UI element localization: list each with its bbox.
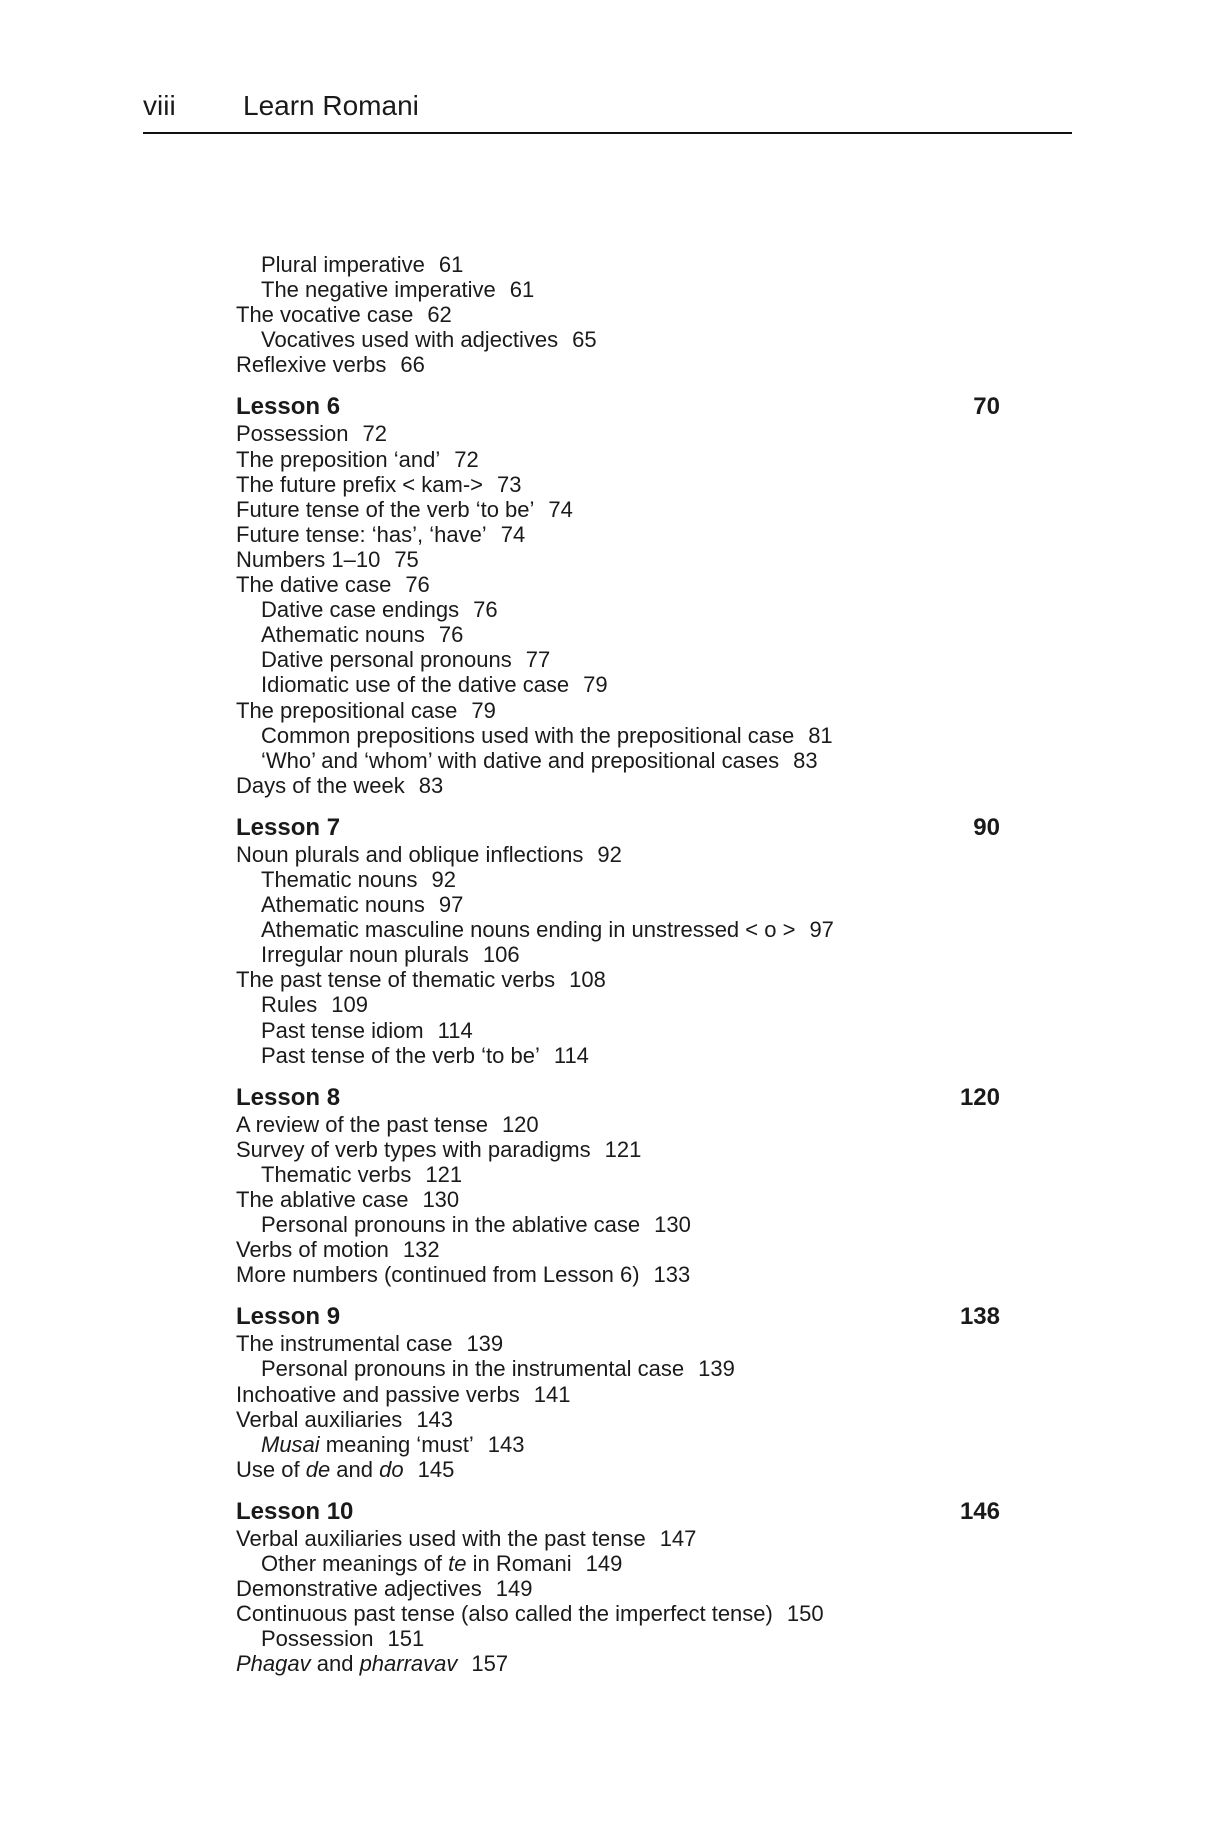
toc-entry bbox=[236, 421, 1000, 446]
toc-entry-text: Athematic nouns bbox=[261, 622, 425, 648]
toc-entry-page: 72 bbox=[362, 421, 387, 447]
toc-entry-text: Numbers 1–10 bbox=[236, 546, 381, 572]
toc-entry bbox=[236, 1526, 1000, 1551]
toc-entry-text: Dative personal pronouns bbox=[261, 647, 512, 673]
toc-entry-text: Phagav bbox=[236, 1651, 311, 1677]
toc-entry bbox=[236, 472, 1000, 497]
toc-entry-text: Irregular noun plurals bbox=[261, 942, 469, 968]
toc-entry bbox=[236, 1651, 1000, 1676]
toc-entry-text: A review of the past tense bbox=[236, 1111, 488, 1137]
toc-entry bbox=[236, 698, 1000, 723]
toc-entry bbox=[236, 1551, 1000, 1576]
toc-entry-text: Verbal auxiliaries used with the past tense bbox=[236, 1525, 646, 1551]
toc-entry bbox=[236, 597, 1000, 622]
toc-entry-text: Days of the week bbox=[236, 772, 405, 798]
toc-entry-page: 83 bbox=[793, 747, 818, 773]
toc-entry-text: Inchoative and passive verbs bbox=[236, 1381, 520, 1407]
toc-entry-text: The future prefix < kam-> bbox=[236, 471, 483, 497]
lesson-heading bbox=[236, 1084, 1000, 1112]
toc-entry-text: Possession bbox=[261, 1626, 374, 1652]
toc-entry bbox=[236, 672, 1000, 697]
toc-entry-page: 147 bbox=[659, 1525, 697, 1551]
toc-entry-page: 150 bbox=[786, 1601, 824, 1627]
toc-entry-page: 73 bbox=[497, 471, 522, 497]
toc-entry bbox=[236, 1018, 1000, 1043]
toc-entry-text: Common prepositions used with the prepositional case bbox=[261, 722, 795, 748]
toc-entry bbox=[236, 1112, 1000, 1137]
toc-entry-page: 92 bbox=[597, 841, 622, 867]
toc-entry bbox=[236, 1457, 1000, 1482]
toc-entry bbox=[236, 1601, 1000, 1626]
toc-entry bbox=[236, 252, 1000, 277]
toc-entry bbox=[236, 842, 1000, 867]
toc-entry bbox=[236, 1432, 1000, 1457]
toc-entry-page: 79 bbox=[471, 697, 496, 723]
toc-entry bbox=[236, 1626, 1000, 1651]
toc-entry bbox=[236, 773, 1000, 798]
toc-entry-page: 130 bbox=[422, 1187, 460, 1212]
toc-entry-text: de bbox=[305, 1456, 331, 1482]
toc-entry-page: 132 bbox=[402, 1237, 440, 1263]
toc-entry-page: 61 bbox=[438, 252, 464, 277]
lesson-page: 146 bbox=[959, 1497, 1000, 1525]
toc-entry-text: Personal pronouns in the ablative case bbox=[261, 1212, 641, 1238]
toc-entry-text: Reflexive verbs bbox=[236, 352, 387, 378]
toc-entry bbox=[236, 748, 1000, 773]
lesson-heading bbox=[236, 814, 1000, 842]
lesson-heading bbox=[236, 1498, 1000, 1526]
toc-entry-text: The negative imperative bbox=[261, 277, 496, 303]
toc-entry-text: The dative case bbox=[236, 572, 392, 598]
toc-entry-text: Verbal auxiliaries bbox=[236, 1406, 403, 1432]
toc-entry-text: The past tense of thematic verbs bbox=[236, 967, 556, 993]
toc-entry-text: Personal pronouns in the instrumental case bbox=[261, 1356, 685, 1382]
toc-entry-page: 141 bbox=[533, 1381, 571, 1407]
toc-entry-text: The preposition ‘and’ bbox=[236, 446, 441, 472]
toc-entry bbox=[236, 522, 1000, 547]
toc-entry-page: 106 bbox=[482, 942, 520, 968]
toc-entry-page: 157 bbox=[471, 1651, 509, 1677]
toc-entry-page: 130 bbox=[654, 1212, 691, 1238]
toc-entry bbox=[236, 1237, 1000, 1262]
toc-entry-page: 121 bbox=[604, 1136, 642, 1162]
toc-entry bbox=[236, 1137, 1000, 1162]
toc-entry-text: Rules bbox=[261, 992, 318, 1018]
toc-entry-text: Future tense of the verb ‘to be’ bbox=[236, 496, 535, 522]
lesson-title: Lesson 10 bbox=[236, 1497, 354, 1525]
toc-entry bbox=[236, 967, 1000, 992]
toc-entry-page: 139 bbox=[698, 1356, 735, 1382]
toc-entry-text: The prepositional case bbox=[236, 697, 458, 723]
toc-entry bbox=[236, 942, 1000, 967]
toc-entry bbox=[236, 1356, 1000, 1381]
lesson-title: Lesson 8 bbox=[236, 1083, 341, 1111]
toc-entry bbox=[236, 572, 1000, 597]
toc-entry-page: 109 bbox=[331, 992, 368, 1018]
toc-entry bbox=[236, 723, 1000, 748]
toc-entry-text: Past tense of the verb ‘to be’ bbox=[261, 1042, 540, 1068]
toc-entry bbox=[236, 1576, 1000, 1601]
toc-entry bbox=[236, 1262, 1000, 1287]
toc-entry bbox=[236, 1162, 1000, 1187]
toc-entry-text: Idiomatic use of the dative case bbox=[261, 672, 570, 698]
toc-entry-page: 145 bbox=[417, 1456, 455, 1482]
book-title: Learn Romani bbox=[243, 90, 419, 121]
toc-entry-text: Future tense: ‘has’, ‘have’ bbox=[236, 521, 487, 547]
toc-entry-page: 114 bbox=[437, 1017, 473, 1043]
toc-entry-text: Dative case endings bbox=[261, 597, 460, 623]
lesson-page: 120 bbox=[959, 1083, 1000, 1111]
lesson-heading bbox=[236, 1303, 1000, 1331]
toc-entry-text: The instrumental case bbox=[236, 1331, 453, 1357]
toc-entry-text: Thematic verbs bbox=[261, 1161, 412, 1187]
toc-entry-text: te bbox=[448, 1551, 467, 1577]
toc-entry bbox=[236, 327, 1000, 352]
toc-entry-page: 83 bbox=[418, 772, 444, 798]
toc-entry-text: Past tense idiom bbox=[261, 1017, 424, 1043]
toc-entry-page: 143 bbox=[416, 1406, 454, 1432]
running-head bbox=[143, 88, 1072, 134]
toc-entry bbox=[236, 1407, 1000, 1432]
toc-entry-page: 74 bbox=[548, 496, 573, 522]
toc-entry-text: Vocatives used with adjectives bbox=[261, 327, 559, 353]
toc-entry-page: 76 bbox=[438, 622, 464, 648]
toc-entry-page: 120 bbox=[501, 1111, 539, 1137]
toc-entry-page: 92 bbox=[431, 866, 457, 892]
toc-entry bbox=[236, 1382, 1000, 1407]
lesson-heading bbox=[236, 393, 1000, 421]
toc-entry-text: Continuous past tense (also called the imperfect tense) bbox=[236, 1601, 773, 1627]
table-of-contents bbox=[236, 252, 1000, 1677]
toc-entry bbox=[236, 992, 1000, 1017]
toc-entry-page: 65 bbox=[572, 327, 597, 353]
toc-entry-text: Musai bbox=[261, 1431, 320, 1457]
toc-entry-page: 76 bbox=[473, 597, 498, 623]
toc-entry bbox=[236, 867, 1000, 892]
toc-entry-page: 139 bbox=[466, 1331, 504, 1357]
toc-entry bbox=[236, 1212, 1000, 1237]
toc-entry-text: Possession bbox=[236, 421, 349, 447]
toc-entry-text: in Romani bbox=[466, 1551, 572, 1577]
toc-entry-page: 72 bbox=[454, 446, 479, 472]
toc-entry-text: ‘Who’ and ‘whom’ with dative and prepositional cases bbox=[261, 747, 780, 773]
toc-entry bbox=[236, 1331, 1000, 1356]
page-number: viii bbox=[143, 90, 176, 121]
toc-entry bbox=[236, 1187, 1000, 1212]
lesson-title: Lesson 7 bbox=[236, 813, 341, 841]
toc-entry-text: Other meanings of bbox=[261, 1551, 449, 1577]
toc-entry bbox=[236, 547, 1000, 572]
toc-entry bbox=[236, 352, 1000, 377]
toc-entry-text: Plural imperative bbox=[261, 252, 425, 277]
toc-entry-text: and bbox=[330, 1456, 380, 1482]
toc-entry bbox=[236, 622, 1000, 647]
toc-entry-page: 81 bbox=[808, 722, 833, 748]
toc-entry bbox=[236, 447, 1000, 472]
toc-entry-text: The vocative case bbox=[236, 302, 414, 328]
lesson-title: Lesson 9 bbox=[236, 1303, 341, 1331]
toc-entry-text: Athematic masculine nouns ending in unstressed < o > bbox=[261, 917, 796, 943]
toc-entry-page: 62 bbox=[427, 302, 452, 328]
toc-entry-page: 149 bbox=[495, 1576, 533, 1602]
toc-entry-page: 143 bbox=[487, 1431, 525, 1457]
toc-entry-page: 61 bbox=[509, 277, 535, 303]
toc-entry-page: 133 bbox=[653, 1262, 691, 1288]
toc-entry-text: meaning ‘must’ bbox=[319, 1431, 474, 1457]
toc-entry-page: 151 bbox=[387, 1626, 425, 1652]
toc-entry-text: Athematic nouns bbox=[261, 892, 425, 918]
toc-entry-text: More numbers (continued from Lesson 6) bbox=[236, 1262, 640, 1288]
toc-entry-text: pharravav bbox=[359, 1651, 458, 1677]
toc-entry-page: 114 bbox=[553, 1042, 589, 1068]
toc-entry-page: 74 bbox=[500, 521, 526, 547]
toc-entry-text: Demonstrative adjectives bbox=[236, 1576, 482, 1602]
toc-entry-page: 77 bbox=[525, 647, 551, 673]
toc-entry bbox=[236, 302, 1000, 327]
toc-entry-text: do bbox=[379, 1456, 404, 1482]
lesson-title: Lesson 6 bbox=[236, 393, 341, 421]
toc-entry-page: 108 bbox=[569, 967, 606, 993]
toc-entry bbox=[236, 1043, 1000, 1068]
toc-entry bbox=[236, 647, 1000, 672]
toc-entry-page: 76 bbox=[405, 572, 430, 598]
toc-entry-page: 75 bbox=[394, 546, 419, 572]
toc-entry-page: 79 bbox=[583, 672, 608, 698]
toc-entry-text: Survey of verb types with paradigms bbox=[236, 1136, 591, 1162]
toc-entry bbox=[236, 497, 1000, 522]
toc-entry-text: The ablative case bbox=[236, 1187, 409, 1212]
toc-entry-text: Verbs of motion bbox=[236, 1237, 389, 1263]
toc-entry-text: and bbox=[310, 1651, 360, 1677]
toc-entry-text: Noun plurals and oblique inflections bbox=[236, 841, 584, 867]
toc-entry-page: 149 bbox=[585, 1551, 623, 1577]
toc-entry-page: 97 bbox=[809, 917, 834, 943]
lesson-page: 138 bbox=[959, 1303, 1000, 1331]
lesson-page: 70 bbox=[973, 393, 1000, 421]
toc-entry-page: 66 bbox=[400, 352, 425, 378]
toc-entry bbox=[236, 277, 1000, 302]
toc-entry-text: Thematic nouns bbox=[261, 866, 418, 892]
toc-entry-page: 121 bbox=[425, 1161, 463, 1187]
toc-entry-text: Use of bbox=[236, 1456, 306, 1482]
lesson-page: 90 bbox=[973, 813, 1000, 841]
toc-entry bbox=[236, 917, 1000, 942]
toc-entry-page: 97 bbox=[438, 892, 464, 918]
toc-entry bbox=[236, 892, 1000, 917]
